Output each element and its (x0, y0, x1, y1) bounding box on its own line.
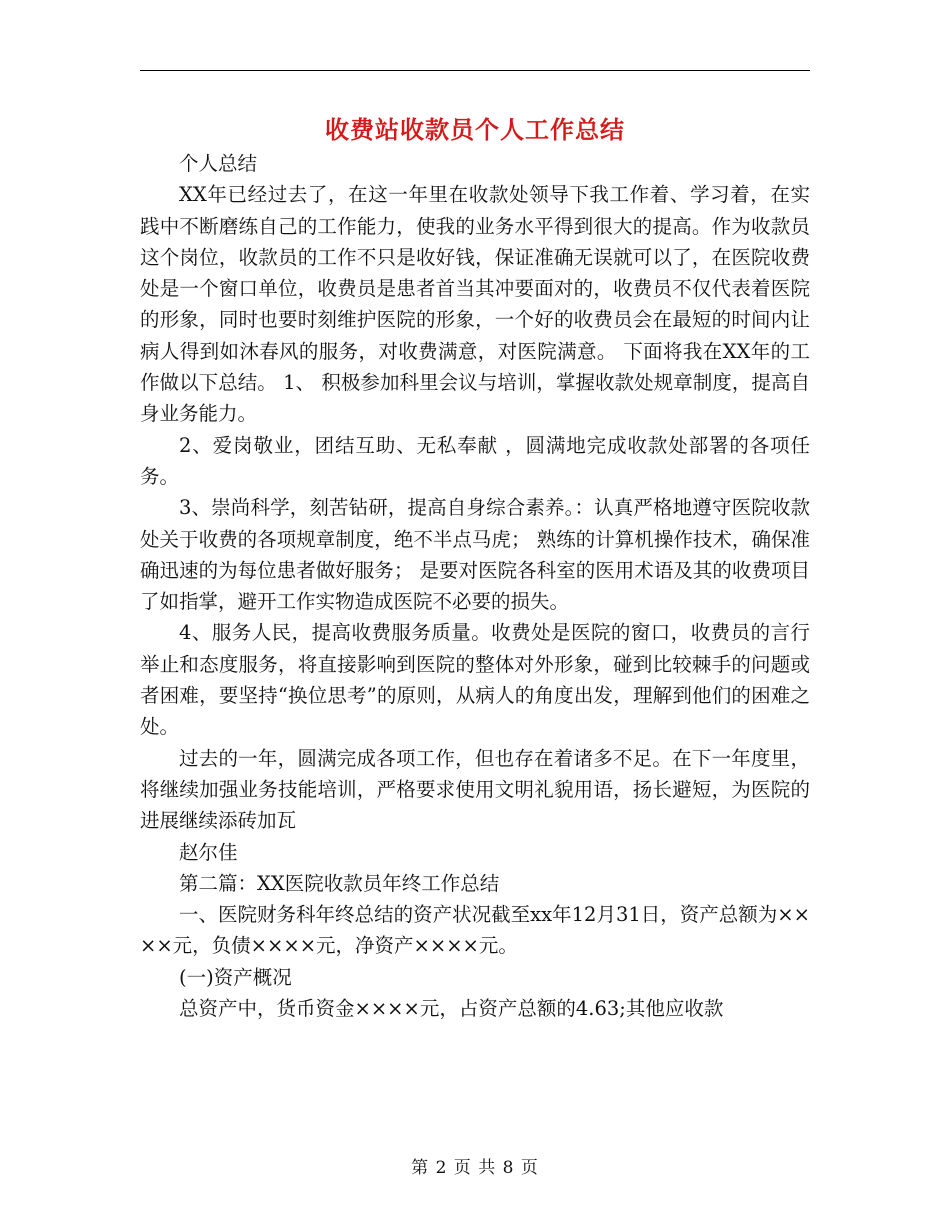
document-body (140, 148, 810, 1024)
paragraph: 2、爱岗敬业，团结互助、无私奉献 ，圆满地完成收款处部署的各项任务。 (140, 433, 810, 488)
paragraph: 总资产中，货币资金××××元，占资产总额的4.63;其他应收款 (179, 997, 724, 1021)
paragraph: 3、崇尚科学，刻苦钻研，提高自身综合素养。：认真严格地遵守医院收款处关于收费的各项规章制度，绝不半点马虎； 熟练的计算机操作技术，确保准确迅速的为每位患者做好服务； 是要对医院各科室的医用术语及其的收费项目了如指掌，避开工作实物造成医院不必要的损失。 (140, 496, 810, 614)
document-title: 收费站收款员个人工作总结 (325, 115, 625, 144)
paragraph: 一、医院财务科年终总结的资产状况截至xx年12月31日，资产总额为××××元，负债××××元，净资产××××元。 (140, 903, 810, 958)
paragraph: XX年已经过去了，在这一年里在收款处领导下我工作着、学习着，在实践中不断磨练自己的工作能力，使我的业务水平得到很大的提高。作为收款员这个岗位，收款员的工作不只是收好钱，保证准确无误就可以了，在医院收费处是一个窗口单位，收费员是患者首当其冲要面对的，收费员不仅代表着医院的形象，同时也要时刻维护医院的形象，一个好的收费员会在最短的时间内让病人得到如沐春风的服务，对收费满意，对医院满意。 下面将我在XX年的工作做以下总结。 1、 积极参加科里会议与培训，掌握收款处规章制度，提高自身业务能力。 (140, 183, 810, 426)
paragraph: 4、服务人民，提高收费服务质量。收费处是医院的窗口，收费员的言行举止和态度服务，将直接影响到医院的整体对外形象，碰到比较棘手的问题或者困难，要坚持“换位思考”的原则，从病人的角度出发，理解到他们的困难之处。 (140, 621, 810, 739)
paragraph: 个人总结 (179, 152, 258, 175)
section-heading: 第二篇：XX医院收款员年终工作总结 (179, 871, 500, 895)
header-rule (140, 70, 810, 71)
paragraph: 过去的一年，圆满完成各项工作，但也存在着诸多不足。在下一年度里，将继续加强业务技能培训，严格要求使用文明礼貌用语，扬长避短，为医院的进展继续添砖加瓦 (140, 746, 810, 833)
author-signature: 赵尔佳 (179, 840, 238, 864)
page-number: 第 2 页 共 8 页 (411, 1158, 539, 1178)
subsection-heading: (一)资产概况 (179, 965, 292, 989)
